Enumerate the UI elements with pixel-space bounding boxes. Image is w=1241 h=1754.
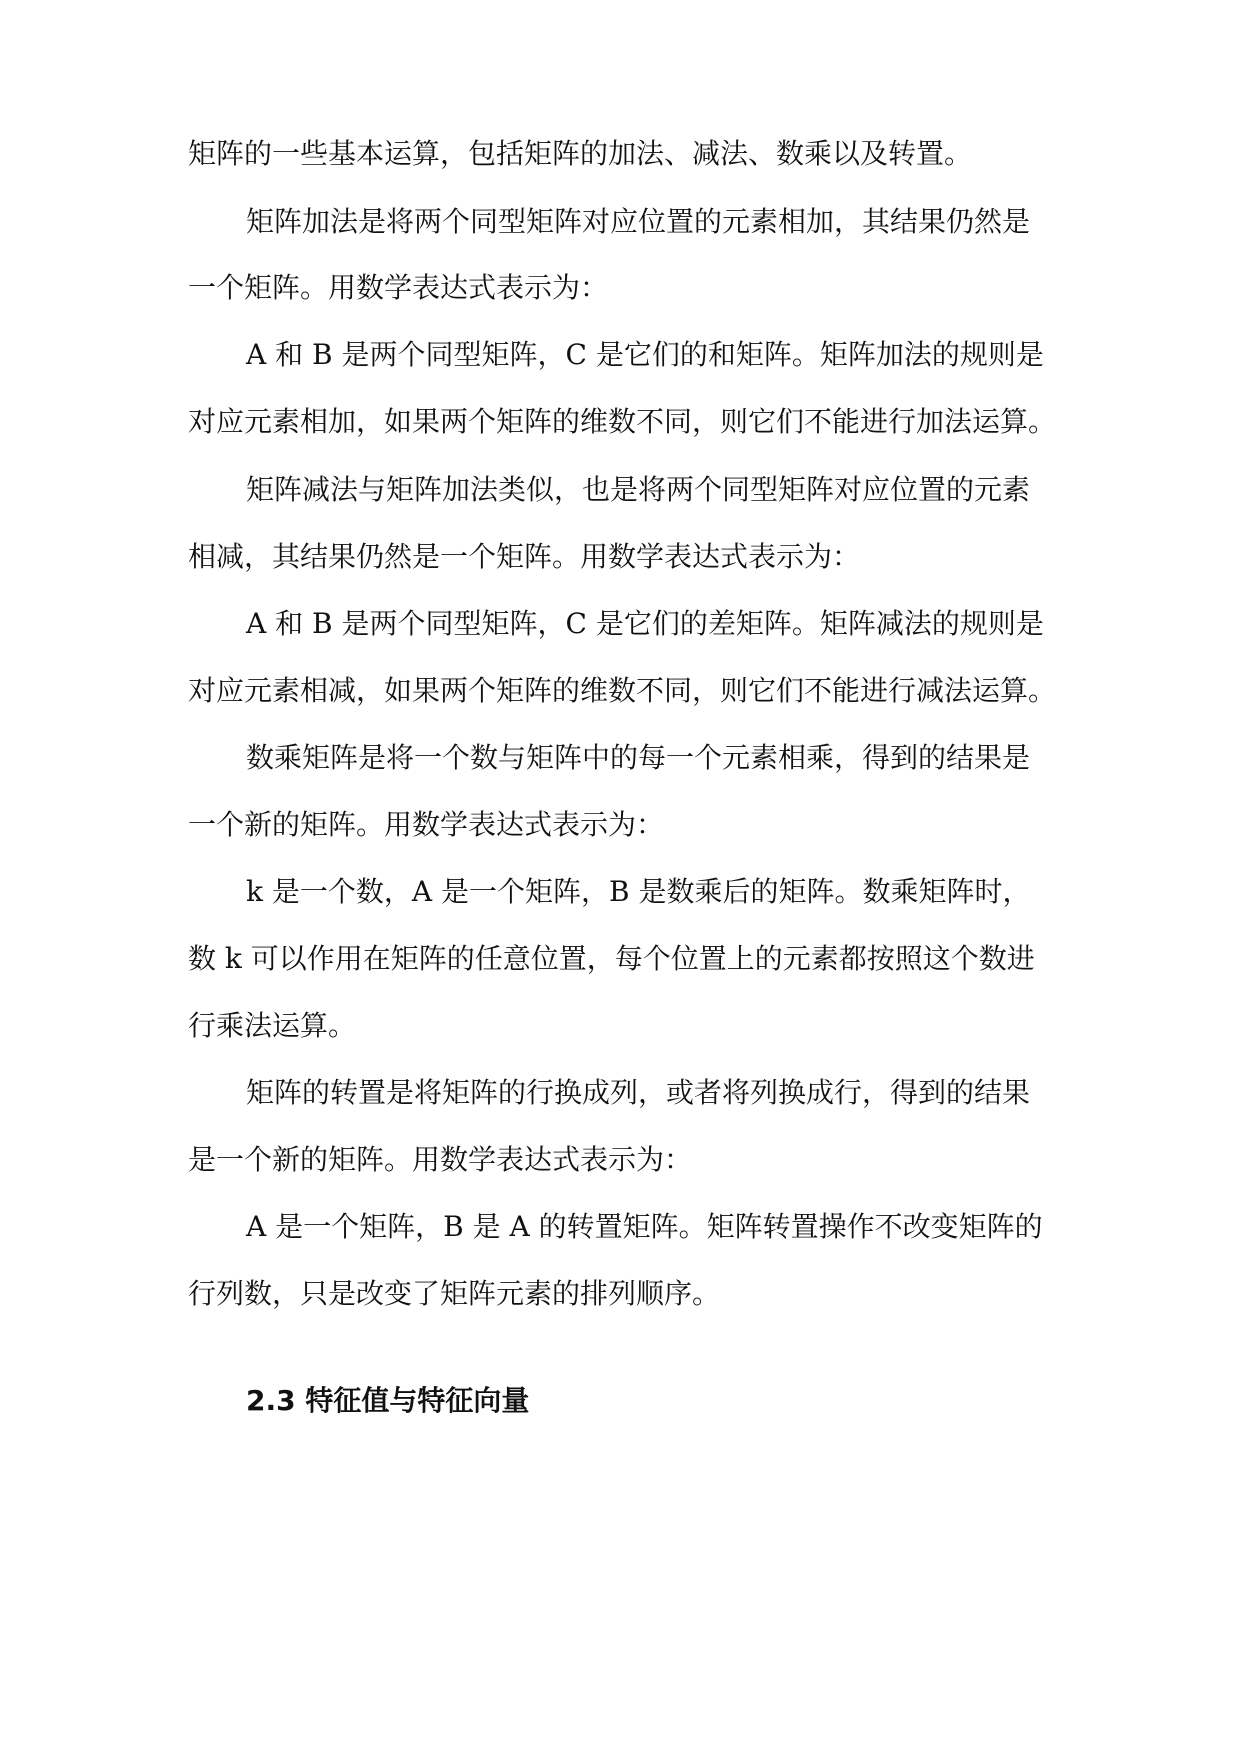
text-line: 相减，其结果仍然是一个矩阵。用数学表达式表示为： (188, 540, 861, 573)
text-line: 一个矩阵。用数学表达式表示为： (188, 271, 609, 304)
text-line: 矩阵减法与矩阵加法类似，也是将两个同型矩阵对应位置的元素 (246, 473, 1031, 506)
text-line: 行列数，只是改变了矩阵元素的排列顺序。 (188, 1277, 721, 1310)
text-line: A 和 B 是两个同型矩阵，C 是它们的差矩阵。矩阵减法的规则是 (246, 607, 1044, 640)
text-line: A 是一个矩阵，B 是 A 的转置矩阵。矩阵转置操作不改变矩阵的 (246, 1210, 1043, 1243)
text-line: 对应元素相减，如果两个矩阵的维数不同，则它们不能进行减法运算。 (188, 674, 1057, 707)
text-line: 行乘法运算。 (188, 1009, 357, 1042)
text-line: k 是一个数，A 是一个矩阵，B 是数乘后的矩阵。数乘矩阵时， (246, 875, 1031, 908)
text-line: 一个新的矩阵。用数学表达式表示为： (188, 808, 665, 841)
text-line: A 和 B 是两个同型矩阵，C 是它们的和矩阵。矩阵加法的规则是 (246, 338, 1044, 371)
text-line: 矩阵的一些基本运算，包括矩阵的加法、减法、数乘以及转置。 (188, 137, 973, 170)
text-line: 矩阵加法是将两个同型矩阵对应位置的元素相加，其结果仍然是 (246, 205, 1031, 238)
text-line: 数乘矩阵是将一个数与矩阵中的每一个元素相乘，得到的结果是 (246, 741, 1031, 774)
section-heading: 2.3 特征值与特征向量 (246, 1384, 530, 1417)
text-line: 矩阵的转置是将矩阵的行换成列，或者将列换成行，得到的结果 (246, 1076, 1031, 1109)
text-line: 对应元素相加，如果两个矩阵的维数不同，则它们不能进行加法运算。 (188, 405, 1057, 438)
text-line: 数 k 可以作用在矩阵的任意位置，每个位置上的元素都按照这个数进 (188, 942, 1035, 975)
text-line: 是一个新的矩阵。用数学表达式表示为： (188, 1143, 693, 1176)
